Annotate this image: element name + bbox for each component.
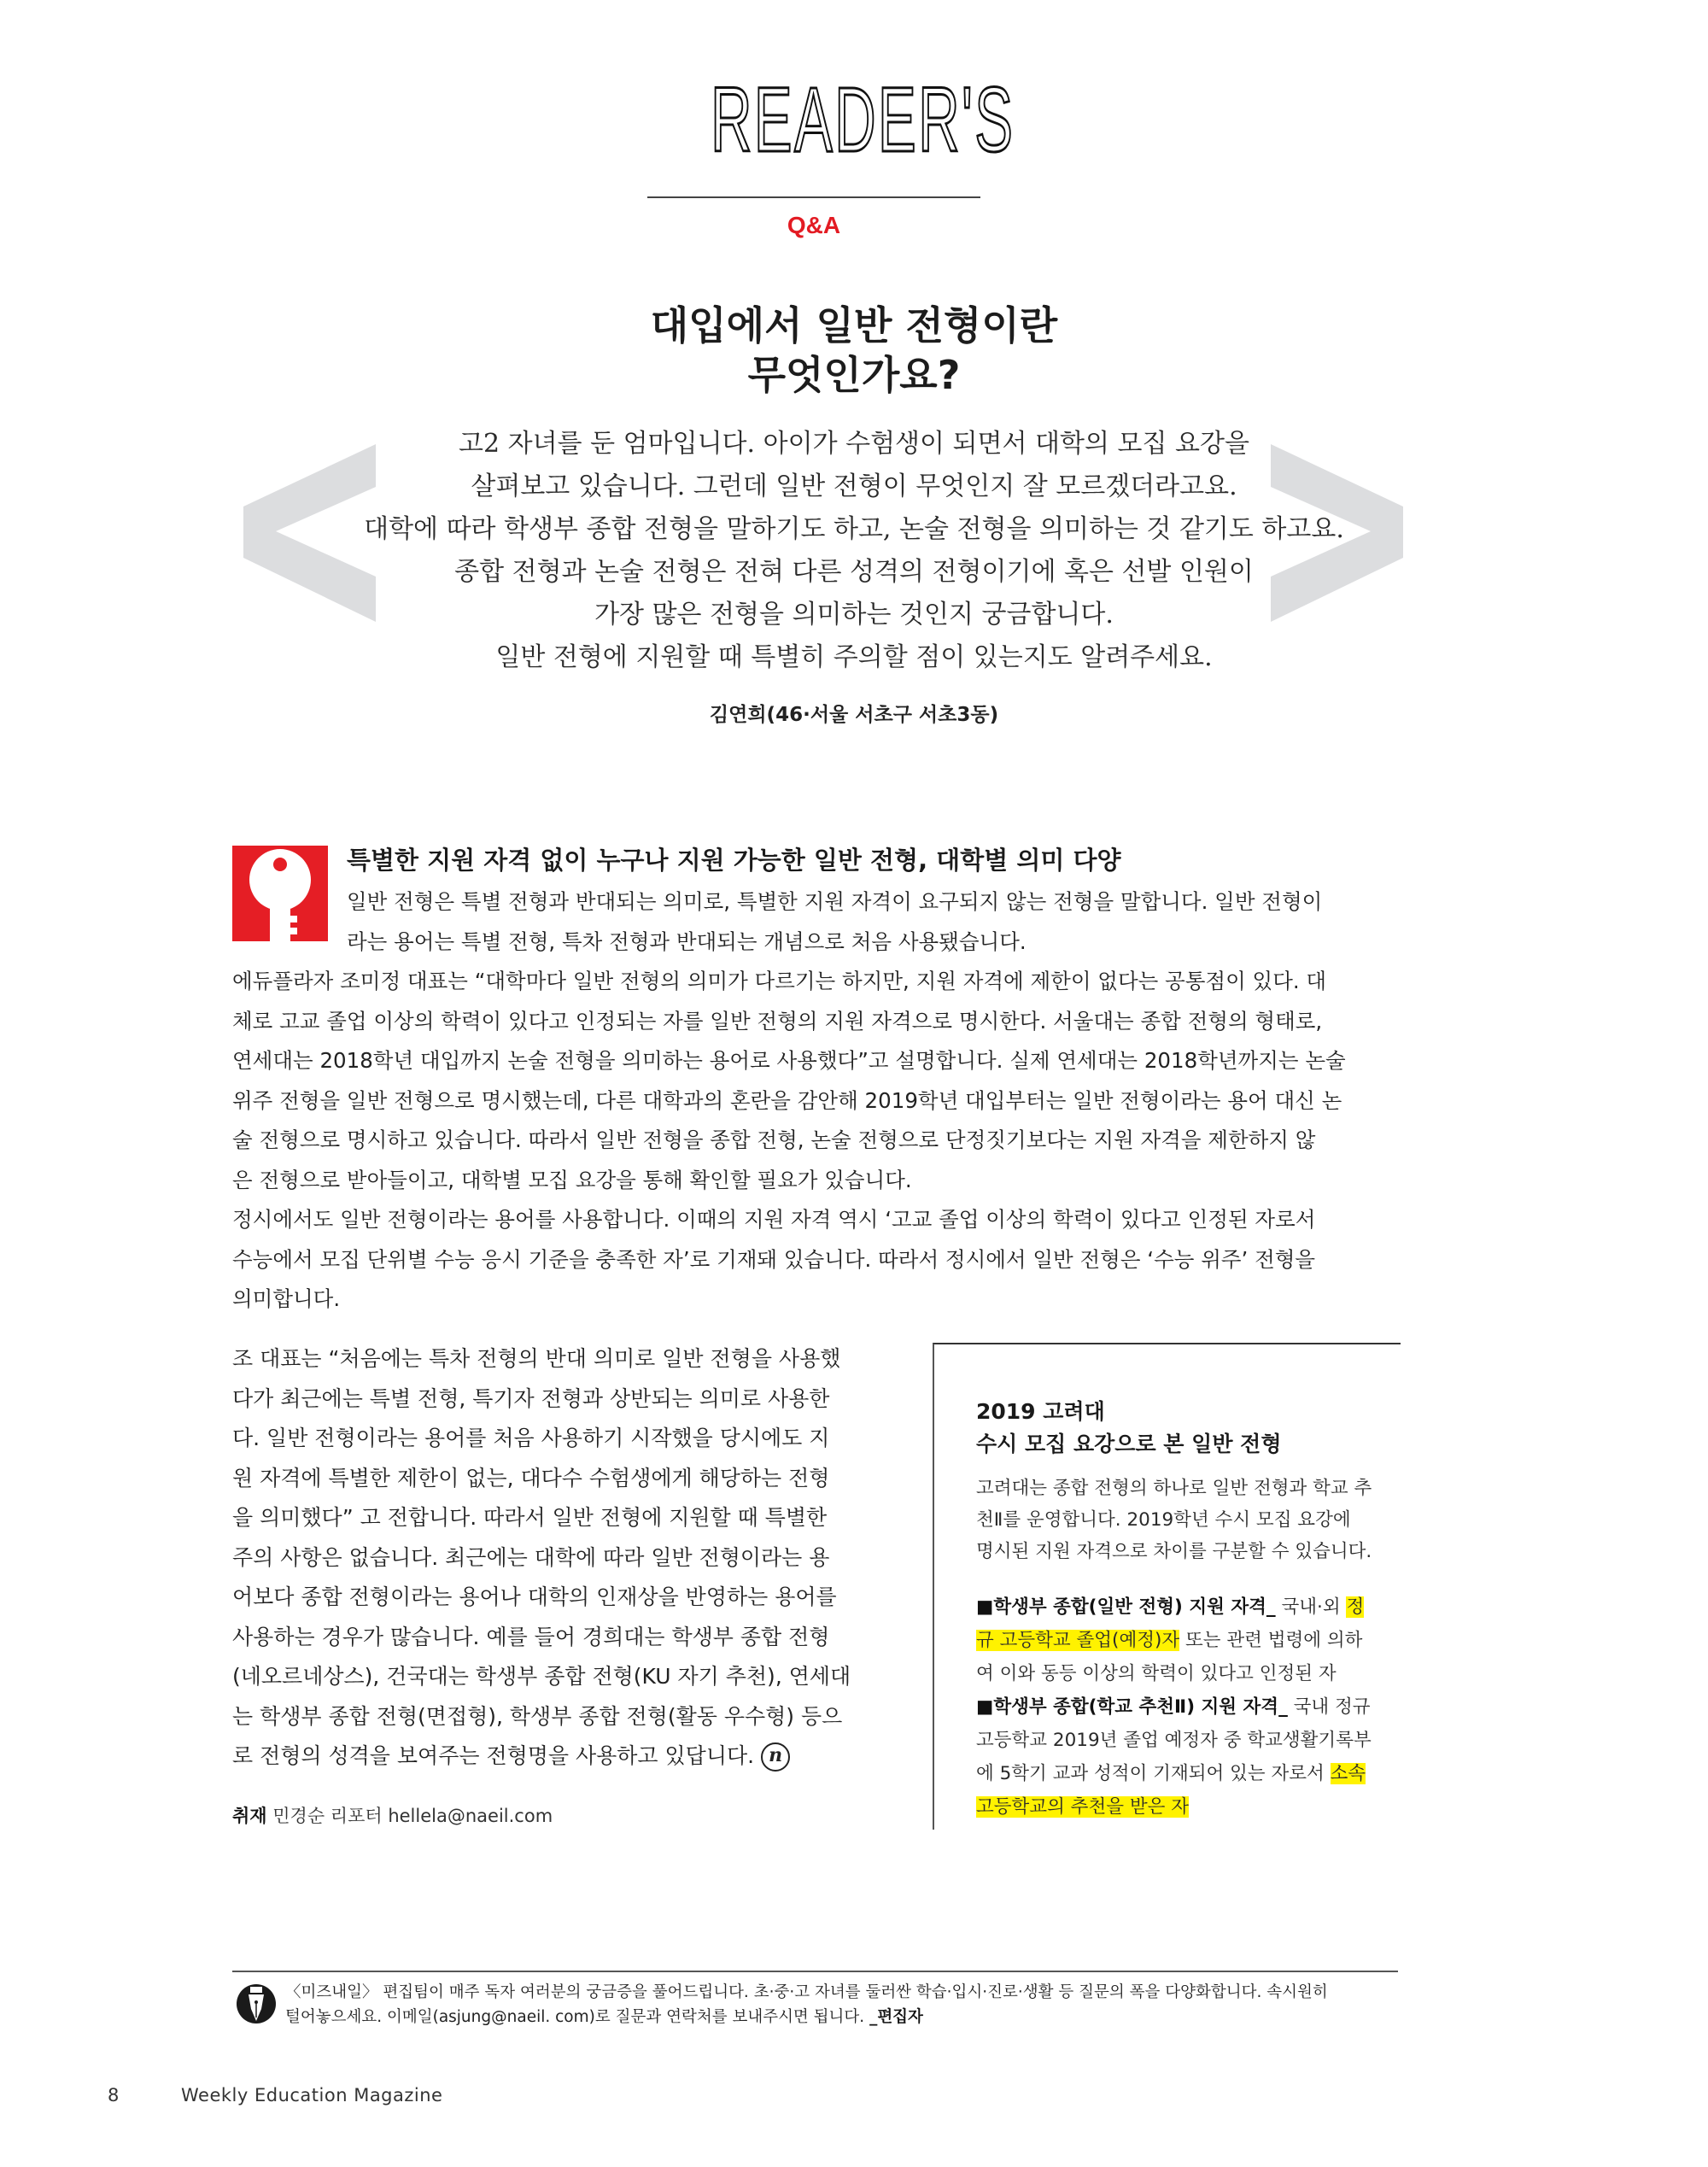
answer-line-last	[232, 1737, 881, 1777]
note-text: 털어놓으세요. 이메일(asjung@naeil. com)로 질문과 연락처를 보내주시면 됩니다.	[285, 2008, 870, 2026]
section-subtitle: Q&A	[787, 212, 841, 238]
highlight: 소속	[1330, 1763, 1366, 1784]
answer-heading: 특별한 지원 자격 없이 누구나 지원 가능한 일반 전형, 대학별 의미 다양	[347, 846, 1121, 875]
answer-column	[232, 1339, 881, 1777]
answer-line: 수능에서 모집 단위별 수능 응시 기준을 충족한 자’로 기재돼 있습니다. 따라서 정시에서 일반 전형은 ‘수능 위주’ 전형을	[232, 1246, 1316, 1272]
item-label: ■학생부 종합(일반 전형) 지원 자격_	[976, 1596, 1276, 1618]
reporter-credit	[232, 1802, 553, 1828]
answer-line: 에듀플라자 조미정 대표는 “대학마다 일반 전형의 의미가 다르기는 하지만, 지원 자격에 제한이 없다는 공통점이 있다. 대	[232, 969, 1327, 993]
sidebar-line: 명시된 지원 자격으로 차이를 구분할 수 있습니다.	[976, 1541, 1372, 1562]
question-title-line: 무엇인가요?	[747, 352, 961, 398]
item-text: 또는 관련 법령에 의하	[1179, 1630, 1363, 1651]
highlight: 규 고등학교 졸업(예정)자	[976, 1630, 1180, 1651]
editor-note	[285, 1980, 1328, 2029]
sidebar-line: 여 이와 동등 이상의 학력이 있다고 인정된 자	[976, 1663, 1337, 1684]
answer-line: 다가 최근에는 특별 전형, 특기자 전형과 상반되는 의미로 사용한	[232, 1385, 830, 1411]
credit-label: 취재	[232, 1806, 267, 1826]
question-line: 대학에 따라 학생부 종합 전형을 말하기도 하고, 논술 전형을 의미하는 것 같기도 하고요.	[364, 514, 1344, 544]
item-text: 에 5학기 교과 성적이 기재되어 있는 자로서	[976, 1763, 1331, 1784]
question-line: 종합 전형과 논술 전형은 전혀 다른 성격의 전형이기에 혹은 선발 인원이	[454, 557, 1254, 587]
question-title-line: 대입에서 일반 전형이란	[650, 302, 1058, 348]
sidebar-line	[976, 1624, 1372, 1657]
note-signature: _편집자	[869, 2008, 923, 2026]
answer-line: 주의 사항은 없습니다. 최근에는 대학에 따라 일반 전형이라는 용	[232, 1544, 830, 1570]
answer-intro	[347, 882, 1397, 962]
page-number: 8	[108, 2085, 120, 2106]
answer-line: 술 전형으로 명시하고 있습니다. 따라서 일반 전형을 종합 전형, 논술 전형으로 단정짓기보다는 지원 자격을 제한하지 않	[232, 1127, 1316, 1152]
answer-line: 원 자격에 특별한 제한이 없는, 대다수 수험생에게 해당하는 전형	[232, 1465, 830, 1491]
answer-line: 는 학생부 종합 전형(면접형), 학생부 종합 전형(활동 우수형) 등으	[232, 1703, 843, 1729]
answer-line: 연세대는 2018학년 대입까지 논술 전형을 의미하는 용어로 사용했다”고 설명합니다. 실제 연세대는 2018학년까지는 논술	[232, 1048, 1346, 1073]
question-line: 일반 전형에 지원할 때 특별히 주의할 점이 있는지도 알려주세요.	[495, 642, 1213, 672]
question-body	[325, 423, 1383, 679]
answer-line: (네오르네상스), 건국대는 학생부 종합 전형(KU 자기 추천), 연세대	[232, 1664, 851, 1689]
sidebar-title-line: 수시 모집 요강으로 본 일반 전형	[976, 1432, 1282, 1456]
answer-line: 일반 전형은 특별 전형과 반대되는 의미로, 특별한 지원 자격이 요구되지 않는 전형을 말합니다. 일반 전형이	[347, 889, 1323, 914]
sidebar-box	[933, 1343, 1401, 1830]
note-line: 〈미즈내일〉 편집팀이 매주 독자 여러분의 궁금증을 풀어드립니다. 초·중·고 자녀를 둘러싼 학습·입시·진로·생활 등 질문의 폭을 다양화합니다. 속시원히	[285, 1983, 1328, 2001]
question-title	[427, 301, 1281, 400]
sidebar-item-school-recommend	[976, 1690, 1372, 1724]
answer-line-text: 로 전형의 성격을 보여주는 전형명을 사용하고 있답니다.	[232, 1743, 755, 1768]
sidebar-line	[976, 1757, 1372, 1790]
section-title: READER'S	[711, 67, 1015, 171]
question-line: 살펴보고 있습니다. 그런데 일반 전형이 무엇인지 잘 모르겠더라고요.	[471, 471, 1237, 501]
sidebar-line: 고등학교 2019년 졸업 예정자 중 학교생활기록부	[976, 1730, 1372, 1751]
item-label: ■학생부 종합(학교 추천Ⅱ) 지원 자격_	[976, 1696, 1288, 1718]
question-line: 고2 자녀를 둔 엄마입니다. 아이가 수험생이 되면서 대학의 모집 요강을	[459, 429, 1249, 459]
answer-line: 라는 용어는 특별 전형, 특차 전형과 반대되는 개념으로 처음 사용됐습니다.	[347, 928, 1027, 954]
highlight: 정	[1346, 1596, 1365, 1618]
sidebar-line: 고려대는 종합 전형의 하나로 일반 전형과 학교 추	[976, 1478, 1372, 1499]
key-icon	[232, 846, 328, 941]
sidebar-intro	[976, 1473, 1372, 1567]
naeil-logo-icon: n	[761, 1742, 790, 1772]
answer-line: 위주 전형을 일반 전형으로 명시했는데, 다른 대학과의 혼란을 감안해 2019학년 대입부터는 일반 전형이라는 용어 대신 논	[232, 1087, 1342, 1113]
question-author: 김연희(46·서울 서초구 서초3동)	[709, 704, 999, 726]
credit-text: 민경순 리포터 hellela@naeil.com	[272, 1806, 553, 1826]
fountain-pen-icon	[236, 1983, 277, 2024]
answer-line: 어보다 종합 전형이라는 용어나 대학의 인재상을 반영하는 용어를	[232, 1584, 837, 1609]
answer-body	[232, 962, 1398, 1320]
sidebar-line	[976, 1790, 1372, 1824]
masthead-divider	[647, 196, 980, 198]
masthead	[647, 67, 1015, 238]
answer-line: 의미합니다.	[232, 1286, 341, 1311]
answer-line: 은 전형으로 받아들이고, 대학별 모집 요강을 통해 확인할 필요가 있습니다.	[232, 1167, 912, 1192]
answer-line: 사용하는 경우가 많습니다. 예를 들어 경희대는 학생부 종합 전형	[232, 1624, 830, 1649]
question-line: 가장 많은 전형을 의미하는 것인지 궁금합니다.	[594, 600, 1114, 630]
item-text: 국내·외	[1275, 1596, 1347, 1618]
answer-line: 정시에서도 일반 전형이라는 용어를 사용합니다. 이때의 지원 자격 역시 ‘고교 졸업 이상의 학력이 있다고 인정된 자로서	[232, 1207, 1316, 1232]
answer-line: 조 대표는 “처음에는 특차 전형의 반대 의미로 일반 전형을 사용했	[232, 1346, 841, 1371]
magazine-name: Weekly Education Magazine	[181, 2085, 443, 2106]
sidebar-items	[976, 1590, 1372, 1824]
item-text: 국내 정규	[1287, 1696, 1371, 1718]
sidebar-title-line: 2019 고려대	[976, 1399, 1105, 1424]
sidebar-title	[976, 1396, 1281, 1461]
answer-line: 체로 고교 졸업 이상의 학력이 있다고 인정되는 자를 일반 전형의 지원 자격으로 명시한다. 서울대는 종합 전형의 형태로,	[232, 1008, 1323, 1034]
sidebar-item-general	[976, 1590, 1372, 1624]
sidebar-line: 천Ⅱ를 운영합니다. 2019학년 수시 모집 요강에	[976, 1509, 1351, 1531]
note-divider	[232, 1971, 1398, 1972]
answer-line: 을 의미했다” 고 전합니다. 따라서 일반 전형에 지원할 때 특별한	[232, 1505, 828, 1530]
highlight: 고등학교의 추천을 받은 자	[976, 1796, 1189, 1818]
answer-line: 다. 일반 전형이라는 용어를 처음 사용하기 시작했을 당시에도 지	[232, 1426, 830, 1450]
note-line	[285, 2005, 1328, 2029]
